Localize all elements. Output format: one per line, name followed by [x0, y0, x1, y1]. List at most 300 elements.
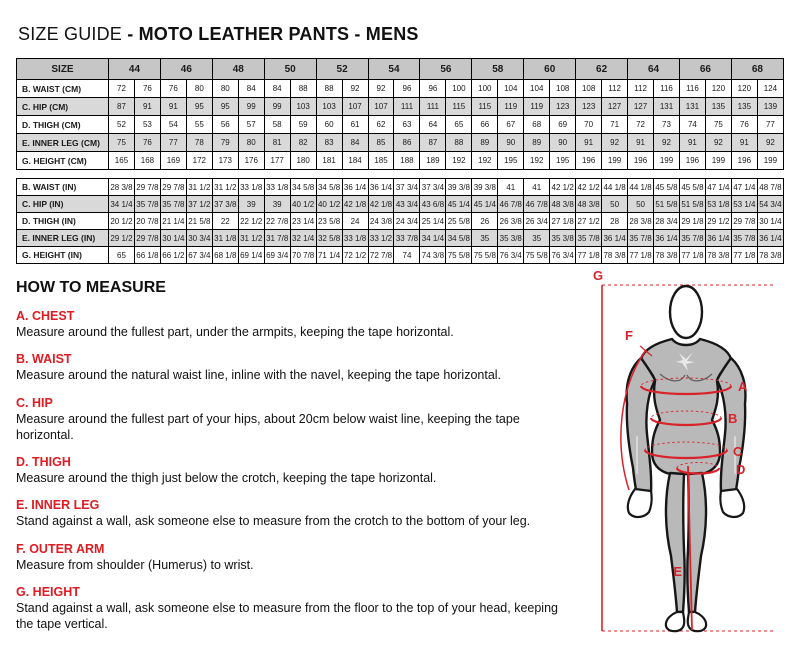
- value-cell: 29 1/2: [109, 230, 135, 247]
- left-leg-shape: [666, 473, 685, 612]
- measure-item-text: Measure around the fullest part, under the armpits, keeping the tape horizontal.: [16, 325, 454, 339]
- value-cell: 70: [576, 116, 602, 134]
- measure-item-title: D. THIGH: [16, 455, 71, 469]
- value-cell: 63: [394, 116, 420, 134]
- value-cell: 37 1/2: [186, 196, 212, 213]
- value-cell: 23 1/4: [290, 213, 316, 230]
- value-cell: 91: [134, 98, 160, 116]
- value-cell: 91: [628, 134, 654, 152]
- row-label-cell: G. HEIGHT (IN): [17, 247, 109, 264]
- value-cell: 29 7/8: [134, 230, 160, 247]
- value-cell: 177: [264, 152, 290, 170]
- size-column-header: 50: [264, 59, 316, 80]
- value-cell: 39: [264, 196, 290, 213]
- value-cell: 104: [498, 80, 524, 98]
- value-cell: 172: [186, 152, 212, 170]
- value-cell: 81: [264, 134, 290, 152]
- measurement-figure-panel: [578, 264, 784, 648]
- value-cell: 68: [524, 116, 550, 134]
- value-cell: 111: [420, 98, 446, 116]
- size-column-header: 68: [731, 59, 783, 80]
- value-cell: 36 1/4: [705, 230, 731, 247]
- value-cell: 196: [628, 152, 654, 170]
- value-cell: 67 3/4: [186, 247, 212, 264]
- value-cell: 31 1/2: [238, 230, 264, 247]
- value-cell: 35 3/8: [498, 230, 524, 247]
- value-cell: 76: [160, 80, 186, 98]
- value-cell: 188: [394, 152, 420, 170]
- value-cell: 40 1/2: [316, 196, 342, 213]
- measure-item-text: Stand against a wall, ask someone else to measure from the floor to the top of your head, keeping the tape vertical.: [16, 600, 558, 631]
- value-cell: 48 3/8: [576, 196, 602, 213]
- value-cell: 42 1/2: [576, 179, 602, 196]
- value-cell: 77 1/8: [576, 247, 602, 264]
- value-cell: 64: [420, 116, 446, 134]
- value-cell: 124: [757, 80, 783, 98]
- value-cell: 61: [342, 116, 368, 134]
- value-cell: 32 1/4: [290, 230, 316, 247]
- value-cell: 72: [628, 116, 654, 134]
- value-cell: 53 1/4: [731, 196, 757, 213]
- right-hand-shape: [720, 489, 744, 517]
- value-cell: 199: [654, 152, 680, 170]
- table-row: [17, 230, 784, 247]
- value-cell: 116: [654, 80, 680, 98]
- figure-label-e: E: [673, 564, 682, 579]
- size-column-header: 66: [679, 59, 731, 80]
- value-cell: 119: [498, 98, 524, 116]
- measure-item-title: E. INNER LEG: [16, 498, 100, 513]
- value-cell: 35 7/8: [679, 230, 705, 247]
- head-shape: [670, 286, 702, 338]
- value-cell: 77: [160, 134, 186, 152]
- row-label-cell: E. INNER LEG (IN): [17, 230, 109, 247]
- value-cell: 77 1/8: [679, 247, 705, 264]
- value-cell: 88: [446, 134, 472, 152]
- value-cell: 92: [368, 80, 394, 98]
- value-cell: 44 1/8: [628, 179, 654, 196]
- value-cell: 42 1/8: [368, 196, 394, 213]
- value-cell: 23 5/8: [316, 213, 342, 230]
- value-cell: 45 5/8: [654, 179, 680, 196]
- value-cell: 39 3/8: [446, 179, 472, 196]
- value-cell: 28 3/4: [654, 213, 680, 230]
- value-cell: 127: [602, 98, 628, 116]
- value-cell: 107: [368, 98, 394, 116]
- value-cell: 44 1/8: [602, 179, 628, 196]
- value-cell: 111: [394, 98, 420, 116]
- value-cell: 72 7/8: [368, 247, 394, 264]
- value-cell: 30 1/4: [757, 213, 783, 230]
- value-cell: 34 5/8: [290, 179, 316, 196]
- row-label-cell: B. WAIST (CM): [17, 80, 109, 98]
- page-title-main: - MOTO LEATHER PANTS - MENS: [127, 24, 419, 44]
- size-column-header: 56: [420, 59, 472, 80]
- value-cell: 43 3/4: [394, 196, 420, 213]
- value-cell: 92: [654, 134, 680, 152]
- value-cell: 108: [576, 80, 602, 98]
- how-to-measure-heading: HOW TO MEASURE: [16, 279, 166, 296]
- value-cell: 46 7/8: [524, 196, 550, 213]
- value-cell: 34 5/8: [446, 230, 472, 247]
- value-cell: 20 1/2: [109, 213, 135, 230]
- value-cell: 76: [731, 116, 757, 134]
- value-cell: 37 3/8: [212, 196, 238, 213]
- value-cell: 173: [212, 152, 238, 170]
- measure-item-text: Measure around the fullest part of your hips, about 20cm below waist line, keeping the tape horizontal.: [16, 411, 520, 442]
- value-cell: 54: [160, 116, 186, 134]
- value-cell: 100: [446, 80, 472, 98]
- measure-item: [16, 585, 568, 633]
- table-row: [17, 80, 784, 98]
- value-cell: 192: [472, 152, 498, 170]
- value-cell: 131: [679, 98, 705, 116]
- value-cell: 47 1/4: [731, 179, 757, 196]
- value-cell: 54 3/4: [757, 196, 783, 213]
- measure-item: [16, 396, 568, 444]
- value-cell: 39: [238, 196, 264, 213]
- value-cell: 169: [160, 152, 186, 170]
- figure-label-b: B: [728, 411, 738, 426]
- value-cell: 89: [472, 134, 498, 152]
- value-cell: 39 3/8: [472, 179, 498, 196]
- value-cell: 34 1/4: [420, 230, 446, 247]
- measure-instructions: [16, 264, 574, 648]
- value-cell: 55: [186, 116, 212, 134]
- value-cell: 33 1/8: [238, 179, 264, 196]
- value-cell: 29 1/8: [679, 213, 705, 230]
- value-cell: 36 1/4: [654, 230, 680, 247]
- value-cell: 29 7/8: [731, 213, 757, 230]
- value-cell: 84: [264, 80, 290, 98]
- table-row: [17, 196, 784, 213]
- value-cell: 29 7/8: [160, 179, 186, 196]
- measure-item: [16, 455, 568, 486]
- value-cell: 42 1/8: [342, 196, 368, 213]
- value-cell: 76: [134, 80, 160, 98]
- value-cell: 96: [420, 80, 446, 98]
- value-cell: 35 3/8: [550, 230, 576, 247]
- value-cell: 80: [238, 134, 264, 152]
- measure-item-text: Stand against a wall, ask someone else to measure from the crotch to the bottom of your leg.: [16, 514, 531, 529]
- table-row: [17, 152, 784, 170]
- value-cell: 74 3/8: [420, 247, 446, 264]
- size-column-header: 46: [160, 59, 212, 80]
- size-column-header: 52: [316, 59, 368, 80]
- value-cell: 71: [602, 116, 628, 134]
- size-column-header: 58: [472, 59, 524, 80]
- size-table-cm: [16, 58, 784, 170]
- value-cell: 74: [679, 116, 705, 134]
- table-row: [17, 134, 784, 152]
- value-cell: 35 7/8: [576, 230, 602, 247]
- value-cell: 45 1/4: [446, 196, 472, 213]
- measure-item-title: G. HEIGHT: [16, 584, 80, 599]
- value-cell: 25 1/4: [420, 213, 446, 230]
- size-column-header: 48: [212, 59, 264, 80]
- measure-item-list: [16, 309, 568, 632]
- value-cell: 68 1/8: [212, 247, 238, 264]
- value-cell: 80: [212, 80, 238, 98]
- value-cell: 52: [109, 116, 135, 134]
- value-cell: 33 1/8: [342, 230, 368, 247]
- value-cell: 95: [186, 98, 212, 116]
- value-cell: 56: [212, 116, 238, 134]
- value-cell: 84: [342, 134, 368, 152]
- value-cell: 70 7/8: [290, 247, 316, 264]
- value-cell: 59: [290, 116, 316, 134]
- value-cell: 27 1/2: [576, 213, 602, 230]
- value-cell: 28 3/8: [628, 213, 654, 230]
- value-cell: 51 5/8: [679, 196, 705, 213]
- value-cell: 71 1/4: [316, 247, 342, 264]
- value-cell: 69 3/4: [264, 247, 290, 264]
- value-cell: 66 1/2: [160, 247, 186, 264]
- value-cell: 36 1/4: [602, 230, 628, 247]
- size-column-header: 44: [109, 59, 161, 80]
- value-cell: 123: [550, 98, 576, 116]
- value-cell: 66: [472, 116, 498, 134]
- value-cell: 35 7/8: [628, 230, 654, 247]
- page-title: [18, 24, 784, 45]
- value-cell: 21 1/4: [160, 213, 186, 230]
- size-column-header: 54: [368, 59, 420, 80]
- row-label-cell: D. THIGH (IN): [17, 213, 109, 230]
- value-cell: 29 1/2: [705, 213, 731, 230]
- value-cell: 35: [472, 230, 498, 247]
- left-hand-shape: [628, 489, 652, 517]
- value-cell: 66 1/8: [134, 247, 160, 264]
- value-cell: 184: [342, 152, 368, 170]
- value-cell: 26 3/4: [524, 213, 550, 230]
- measure-item: [16, 542, 568, 573]
- value-cell: 196: [576, 152, 602, 170]
- value-cell: 96: [394, 80, 420, 98]
- value-cell: 31 1/2: [186, 179, 212, 196]
- value-cell: 24 3/4: [394, 213, 420, 230]
- value-cell: 82: [290, 134, 316, 152]
- value-cell: 86: [394, 134, 420, 152]
- measure-item: [16, 309, 568, 340]
- value-cell: 83: [316, 134, 342, 152]
- value-cell: 99: [264, 98, 290, 116]
- row-label-cell: C. HIP (CM): [17, 98, 109, 116]
- value-cell: 35: [524, 230, 550, 247]
- value-cell: 45 1/4: [472, 196, 498, 213]
- value-cell: 192: [524, 152, 550, 170]
- value-cell: 74: [394, 247, 420, 264]
- value-cell: 78 3/8: [654, 247, 680, 264]
- value-cell: 195: [498, 152, 524, 170]
- value-cell: 28: [602, 213, 628, 230]
- value-cell: 77 1/8: [731, 247, 757, 264]
- value-cell: 87: [420, 134, 446, 152]
- right-foot-shape: [688, 612, 706, 631]
- value-cell: 67: [498, 116, 524, 134]
- value-cell: 36 1/4: [368, 179, 394, 196]
- figure-label-a: A: [738, 379, 748, 394]
- value-cell: 47 1/4: [705, 179, 731, 196]
- value-cell: 78 3/8: [705, 247, 731, 264]
- value-cell: 120: [731, 80, 757, 98]
- value-cell: 75 5/8: [524, 247, 550, 264]
- value-cell: 41: [498, 179, 524, 196]
- value-cell: 103: [316, 98, 342, 116]
- value-cell: 37 3/4: [420, 179, 446, 196]
- value-cell: 115: [472, 98, 498, 116]
- value-cell: 196: [679, 152, 705, 170]
- figure-label-c: C: [733, 444, 743, 459]
- value-cell: 42 1/2: [550, 179, 576, 196]
- value-cell: 31 1/2: [212, 179, 238, 196]
- table-row: [17, 179, 784, 196]
- size-table-in: [16, 178, 784, 264]
- value-cell: 120: [705, 80, 731, 98]
- value-cell: 72 1/2: [342, 247, 368, 264]
- value-cell: 92: [705, 134, 731, 152]
- value-cell: 51 5/8: [654, 196, 680, 213]
- value-cell: 99: [238, 98, 264, 116]
- size-column-header: 64: [628, 59, 680, 80]
- value-cell: 31 7/8: [264, 230, 290, 247]
- value-cell: 58: [264, 116, 290, 134]
- value-cell: 115: [446, 98, 472, 116]
- value-cell: 33 1/8: [264, 179, 290, 196]
- value-cell: 77: [757, 116, 783, 134]
- value-cell: 91: [731, 134, 757, 152]
- measure-item-title: B. WAIST: [16, 352, 72, 367]
- value-cell: 50: [602, 196, 628, 213]
- value-cell: 25 5/8: [446, 213, 472, 230]
- value-cell: 53 1/8: [705, 196, 731, 213]
- value-cell: 69 1/4: [238, 247, 264, 264]
- value-cell: 91: [576, 134, 602, 152]
- value-cell: 48 3/8: [550, 196, 576, 213]
- figure-label-f: F: [625, 328, 633, 343]
- value-cell: 43 6/8: [420, 196, 446, 213]
- value-cell: 76 3/4: [550, 247, 576, 264]
- value-cell: 87: [109, 98, 135, 116]
- value-cell: 31 1/8: [212, 230, 238, 247]
- value-cell: 33 1/2: [368, 230, 394, 247]
- value-cell: 22 7/8: [264, 213, 290, 230]
- value-cell: 45 5/8: [679, 179, 705, 196]
- value-cell: 168: [134, 152, 160, 170]
- value-cell: 41: [524, 179, 550, 196]
- size-column-header: 60: [524, 59, 576, 80]
- measure-item-title: F. OUTER ARM: [16, 541, 105, 556]
- measure-item: [16, 498, 568, 529]
- value-cell: 27 1/8: [550, 213, 576, 230]
- value-cell: 112: [628, 80, 654, 98]
- value-cell: 199: [757, 152, 783, 170]
- value-cell: 91: [160, 98, 186, 116]
- value-cell: 72: [109, 80, 135, 98]
- value-cell: 176: [238, 152, 264, 170]
- value-cell: 116: [679, 80, 705, 98]
- value-cell: 34 1/4: [109, 196, 135, 213]
- left-foot-shape: [666, 612, 684, 631]
- measurement-figure: [578, 268, 784, 648]
- value-cell: 53: [134, 116, 160, 134]
- value-cell: 35 7/8: [134, 196, 160, 213]
- measure-item-text: Measure around the natural waist line, inline with the navel, keeping the tape horizontal.: [16, 368, 502, 383]
- value-cell: 92: [757, 134, 783, 152]
- value-cell: 21 5/8: [186, 213, 212, 230]
- value-cell: 24: [342, 213, 368, 230]
- size-column-header: 62: [576, 59, 628, 80]
- value-cell: 85: [368, 134, 394, 152]
- value-cell: 104: [524, 80, 550, 98]
- value-cell: 26 3/8: [498, 213, 524, 230]
- value-cell: 32 5/8: [316, 230, 342, 247]
- value-cell: 62: [368, 116, 394, 134]
- value-cell: 75: [109, 134, 135, 152]
- value-cell: 181: [316, 152, 342, 170]
- value-cell: 36 1/4: [757, 230, 783, 247]
- value-cell: 135: [705, 98, 731, 116]
- value-cell: 84: [238, 80, 264, 98]
- value-cell: 107: [342, 98, 368, 116]
- value-cell: 77 1/8: [628, 247, 654, 264]
- value-cell: 69: [550, 116, 576, 134]
- value-cell: 76: [134, 134, 160, 152]
- value-cell: 112: [602, 80, 628, 98]
- value-cell: 75 5/8: [446, 247, 472, 264]
- value-cell: 28 3/8: [109, 179, 135, 196]
- page-title-prefix: SIZE GUIDE: [18, 24, 128, 44]
- row-label-cell: G. HEIGHT (CM): [17, 152, 109, 170]
- figure-label-d: D: [736, 462, 746, 477]
- value-cell: 40 1/2: [290, 196, 316, 213]
- value-cell: 88: [290, 80, 316, 98]
- value-cell: 35 7/8: [731, 230, 757, 247]
- row-label-cell: B. WAIST (IN): [17, 179, 109, 196]
- value-cell: 65: [109, 247, 135, 264]
- value-cell: 90: [498, 134, 524, 152]
- value-cell: 108: [550, 80, 576, 98]
- value-cell: 22: [212, 213, 238, 230]
- value-cell: 123: [576, 98, 602, 116]
- value-cell: 139: [757, 98, 783, 116]
- size-header-cell: SIZE: [17, 59, 109, 80]
- value-cell: 20 7/8: [134, 213, 160, 230]
- value-cell: 48 7/8: [757, 179, 783, 196]
- row-label-cell: D. THIGH (CM): [17, 116, 109, 134]
- value-cell: 22 1/2: [238, 213, 264, 230]
- value-cell: 180: [290, 152, 316, 170]
- value-cell: 92: [602, 134, 628, 152]
- table-row: [17, 213, 784, 230]
- row-label-cell: C. HIP (IN): [17, 196, 109, 213]
- value-cell: 100: [472, 80, 498, 98]
- value-cell: 75 5/8: [472, 247, 498, 264]
- value-cell: 165: [109, 152, 135, 170]
- left-forearm-mark: [636, 436, 638, 474]
- value-cell: 76 3/4: [498, 247, 524, 264]
- value-cell: 119: [524, 98, 550, 116]
- value-cell: 65: [446, 116, 472, 134]
- value-cell: 90: [550, 134, 576, 152]
- value-cell: 78 3/8: [757, 247, 783, 264]
- value-cell: 199: [705, 152, 731, 170]
- value-cell: 34 5/8: [316, 179, 342, 196]
- table-row: [17, 98, 784, 116]
- value-cell: 79: [212, 134, 238, 152]
- value-cell: 73: [654, 116, 680, 134]
- value-cell: 95: [212, 98, 238, 116]
- value-cell: 127: [628, 98, 654, 116]
